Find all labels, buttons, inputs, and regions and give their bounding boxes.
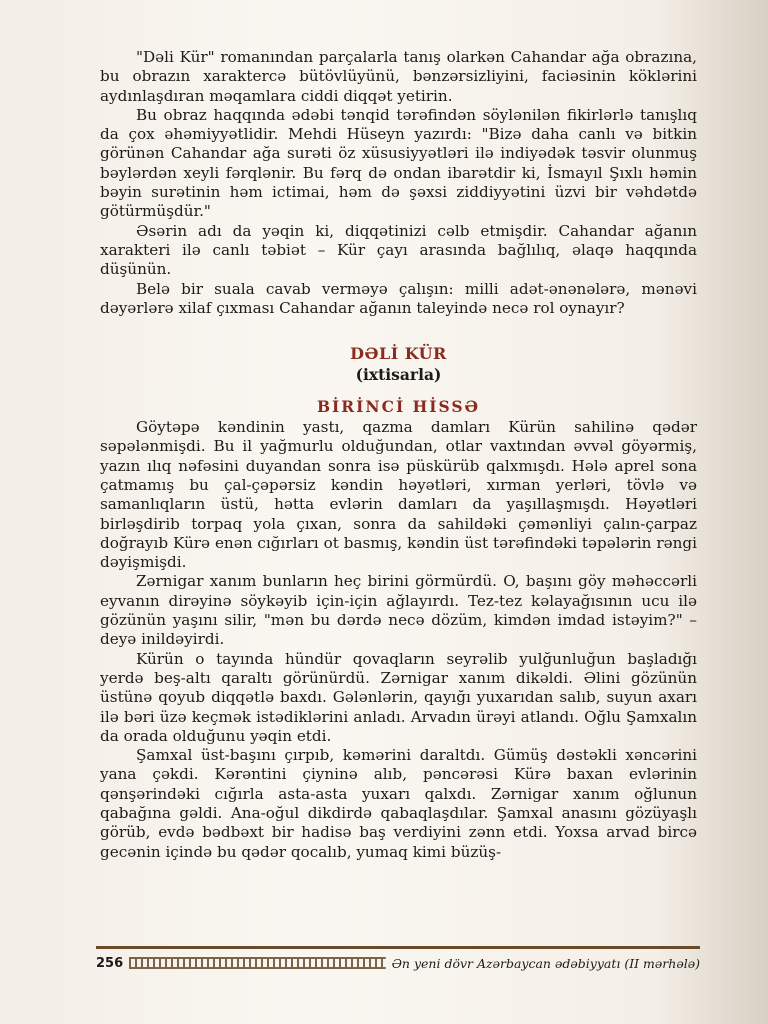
story-paragraph-3: Kürün o tayında hündür qovaqların seyrəlib yulğunluğun başladığı yerdə beş-altı qaraltı görünürdü. Zərnigar xanım dikəldi. Əlini gözünün üstünə qoyub diqqətlə baxdı. Gələnlərin, qayığı yuxarıdan salıb, suyun axarı ilə bəri üzə keçmək istədiklərini anladı. Arvadın ürəyi atlandı. Oğlu Şamxalın da orada olduğunu yəqin etdi. xyxy=(100,649,697,745)
story-paragraph-1: Göytəpə kəndinin yastı, qazma damları Kürün sahilinə qədər səpələnmişdi. Bu il yağmurlu olduğundan, otlar vaxtından əvvəl göyərmiş, yazın ılıq nəfəsini duyandan sonra isə püskürüb qalxmışdı. Hələ aprel sona çatmamış bu çal-çəpərsiz kəndin həyətləri, xırman yerləri, tövlə və samanlıqların üstü, hətta evlərin damları da yaşıllaşmışdı. Həyətləri birləşdirib torpaq yola çıxan, sonra da sahildəki çəmənliyi çalın-çarpaz doğrayıb Kürə enən cığırları ot basmış, kəndin üst tərəfindəki təpələrin rəngi dəyişmişdi. xyxy=(100,418,697,572)
story-paragraph-2: Zərnigar xanım bunların heç birini görmürdü. O, başını göy məhəccərli eyvanın dirəyinə söykəyib için-için ağlayırdı. Tez-tez kəlayağısının ucu ilə gözünün yaşını silir, "mən bu dərdə necə dözüm, kimdən imdad istəyim?" – deyə inildəyirdi. xyxy=(100,572,697,649)
book-title: Ən yeni dövr Azərbaycan ədəbiyyatı (II mərhələ) xyxy=(391,955,700,971)
page-footer xyxy=(96,952,700,974)
part-title: BİRİNCİ HİSSƏ xyxy=(316,396,481,416)
intro-paragraph-4: Belə bir suala cavab verməyə çalışın: milli adət-ənənələrə, mənəvi dəyərlərə xilaf çıxması Cahandar ağanın taleyində necə rol oynayır? xyxy=(100,279,697,317)
intro-paragraph-3: Əsərin adı da yəqin ki, diqqətinizi cəlb etmişdir. Cahandar ağanın xarakteri ilə canlı təbiət – Kür çayı arasında bağlılıq, əlaqə haqqında düşünün. xyxy=(100,221,697,279)
story-paragraph-4: Şamxal üst-başını çırpıb, kəmərini daraltdı. Gümüş dəstəkli xəncərini yana çəkdi. Kərəntini çiyninə alıb, pəncərəsi Kürə baxan evlərinin qənşərindəki cığırla asta-asta yuxarı qalxdı. Zərnigar xanım oğlunun qabağına gəldi. Ana-oğul dikdirdə qabaqlaşdılar. Şamxal anasını gözüyaşlı görüb, evdə bədbəxt bir hadisə baş verdiyini zənn etdi. Yoxsa arvad bircə gecənin içində bu qədər qocalıb, yumaq kimi büzüş- xyxy=(100,746,697,861)
intro-paragraph-2: Bu obraz haqqında ədəbi tənqid tərəfindən söylənilən fikirlərlə tanışlıq da çox əhəmiyyətlidir. Mehdi Hüseyn yazırdı: "Bizə daha canlı və bitkin görünən Cahandar ağa surəti öz xüsusiyyətləri ilə indiyədək təsvir olunmuş bəylərdən xeyli fərqlənir. Bu fərq də ondan ibarətdir ki, İsmayıl Şıxlı həmin bəyin surətinin həm ictimai, həm də şəxsi ziddiyyətini üzvi bir vəhdətdə götürmüşdür." xyxy=(100,105,697,221)
work-subtitle: (ixtisarla) xyxy=(355,365,442,385)
page-text xyxy=(100,48,697,862)
intro-paragraph-1: "Dəli Kür" romanından parçalarla tanış olarkən Cahandar ağa obrazına, bu obrazın xaraktercə bütövlüyünü, bənzərsizliyini, faciəsinin köklərini aydınlaşdıran məqamlara ciddi diqqət yetirin. xyxy=(100,48,697,105)
greek-key-ornament xyxy=(129,957,386,969)
page-number: 256 xyxy=(96,955,124,971)
footer-rule xyxy=(96,946,700,949)
work-title: DƏLİ KÜR xyxy=(350,344,447,364)
